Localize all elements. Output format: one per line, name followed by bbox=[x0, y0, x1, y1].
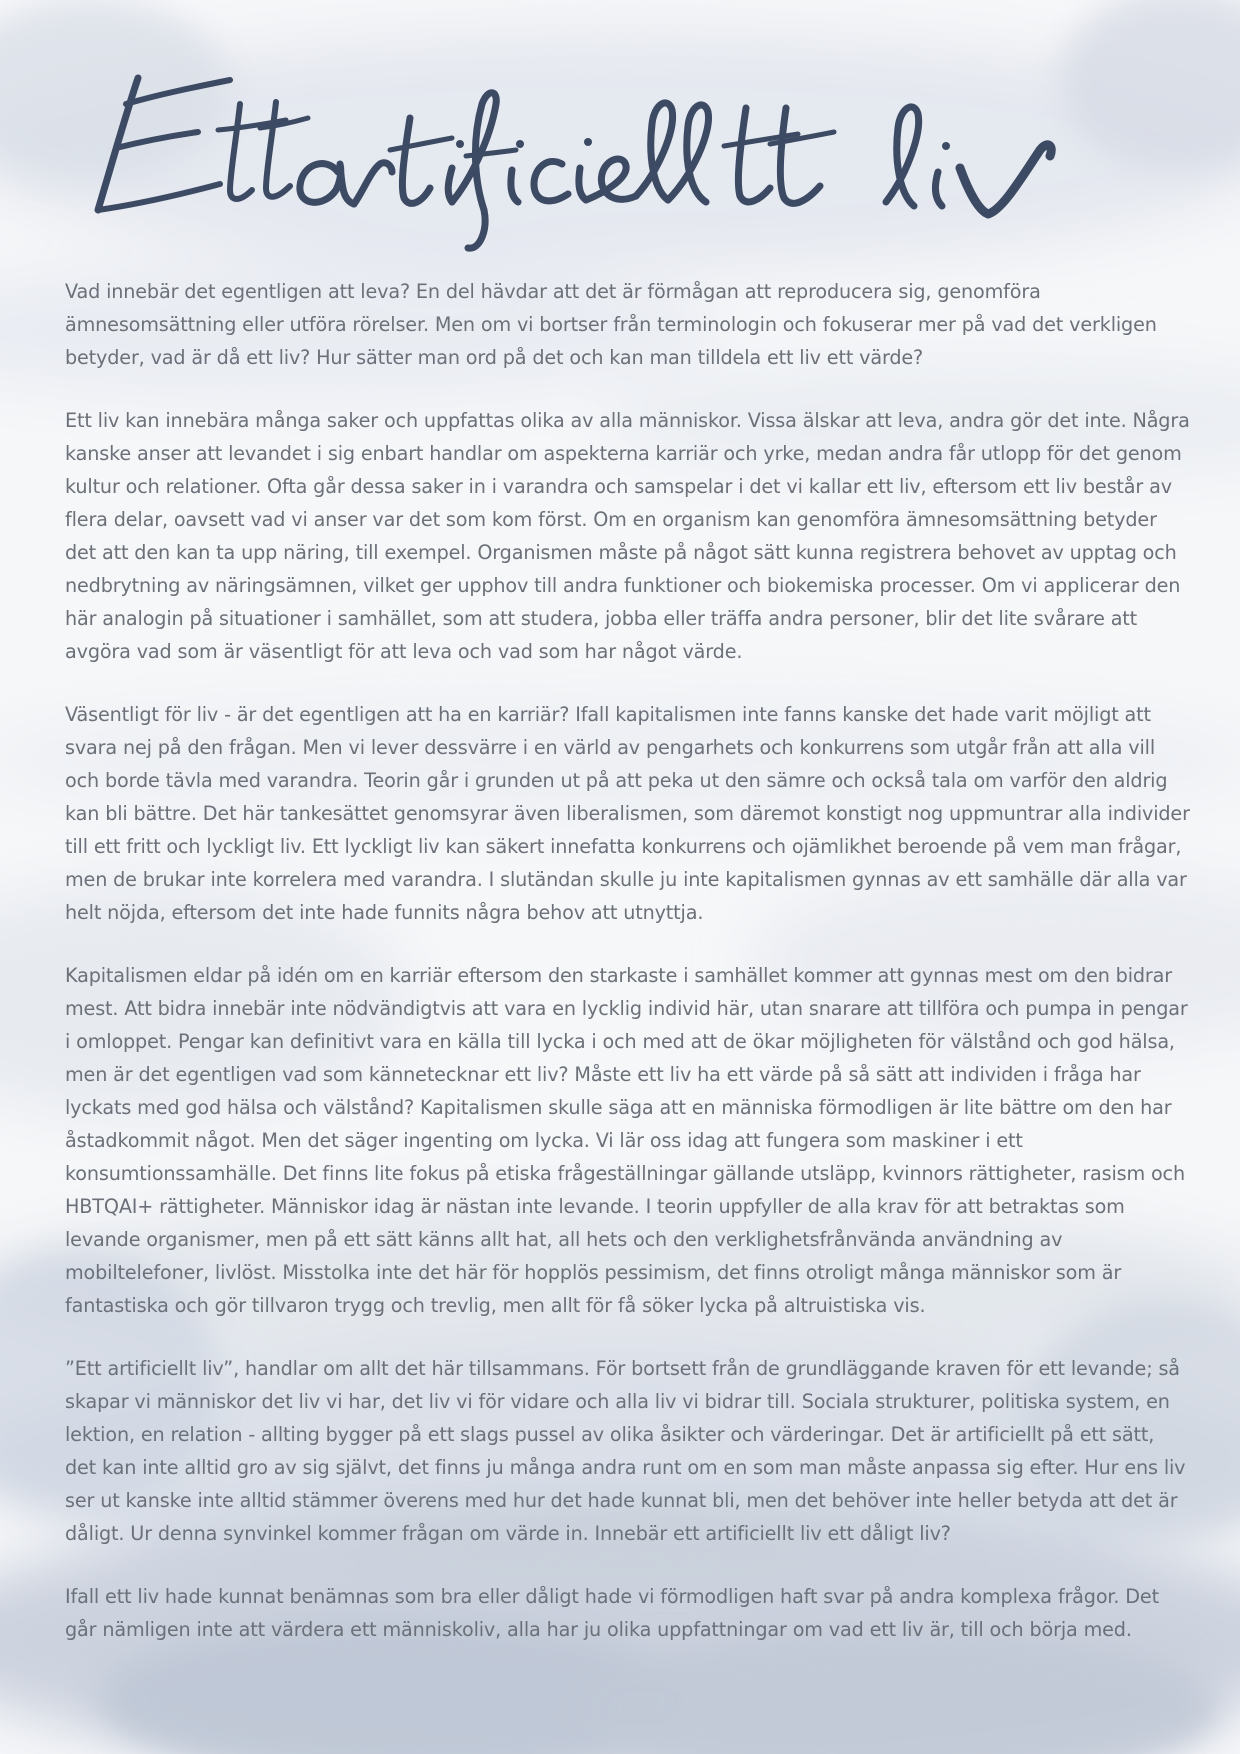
paragraph-2: Ett liv kan innebära många saker och uppfattas olika av alla människor. Vissa älskar att leva, andra gör det inte. Några kanske anser att levandet i sig enbart handlar om aspekterna karriär och yrke, medan andra får utlopp för det genom kultur och relationer. Ofta går dessa saker in i varandra och samspelar i det vi kallar ett liv, eftersom ett liv består av flera delar, oavsett vad vi anser var det som kom först. Om en organism kan genomföra ämnesomsättning betyder det att den kan ta upp näring, till exempel. Organismen måste på något sätt kunna registrera behovet av upptag och nedbrytning av näringsämnen, vilket ger upphov till andra funktioner och biokemiska processer. Om vi applicerar den här analogin på situationer i samhället, som att studera, jobba eller träffa andra personer, blir det lite svårare att avgöra vad som är väsentligt för att leva och vad som har något värde. bbox=[65, 409, 1190, 663]
handwritten-title bbox=[80, 60, 1100, 275]
paragraph-4: Kapitalismen eldar på idén om en karriär eftersom den starkaste i samhället kommer att gynnas mest om den bidrar mest. Att bidra innebär inte nödvändigtvis att vara en lycklig individ här, utan snarare att tillföra och pumpa in pengar i omloppet. Pengar kan definitivt vara en källa till lycka i och med att de ökar möjligheten för välstånd och god hälsa, men är det egentligen vad som kännetecknar ett liv? Måste ett liv ha ett värde på så sätt att individen i fråga har lyckats med god hälsa och välstånd? Kapitalismen skulle säga att en människa förmodligen är lite bättre om den har åstadkommit något. Men det säger ingenting om lycka. Vi lär oss idag att fungera som maskiner i ett konsumtionssamhälle. Det finns lite fokus på etiska frågeställningar gällande utsläpp, kvinnors rättigheter, rasism och HBTQAI+ rättigheter. Människor idag är nästan inte levande. I teorin uppfyller de alla krav för att betraktas som levande organismer, men på ett sätt känns allt hat, all hets och den verklighetsfrånvända användning av mobiltelefoner, livlöst. Misstolka inte det här för hopplös pessimism, det finns otroligt många människor som är fantastiska och gör tillvaron trygg och trevlig, men allt för få söker lycka på altruistiska vis. bbox=[65, 964, 1188, 1317]
article-body bbox=[65, 275, 1190, 1676]
paragraph-6: Ifall ett liv hade kunnat benämnas som bra eller dåligt hade vi förmodligen haft svar på andra komplexa frågor. Det går nämligen inte att värdera ett människoliv, alla har ju olika uppfattningar om vad ett liv är, till och börja med. bbox=[65, 1585, 1159, 1641]
paragraph-5: ”Ett artificiellt liv”, handlar om allt det här tillsammans. För bortsett från de grundläggande kraven för ett levande; så skapar vi människor det liv vi har, det liv vi för vidare och alla liv vi bidrar till. Sociala strukturer, politiska system, en lektion, en relation - allting bygger på ett slags pussel av olika åsikter och värderingar. Det är artificiellt på ett sätt, det kan inte alltid gro av sig självt, det finns ju många andra runt om en som man måste anpassa sig efter. Hur ens liv ser ut kanske inte alltid stämmer överens med hur det hade kunnat bli, men det behöver inte heller betyda att det är dåligt. Ur denna synvinkel kommer frågan om värde in. Innebär ett artificiellt liv ett dåligt liv? bbox=[65, 1357, 1186, 1545]
title-script bbox=[80, 60, 1100, 275]
paragraph-3: Väsentligt för liv - är det egentligen att ha en karriär? Ifall kapitalismen inte fanns kanske det hade varit möjligt att svara nej på den frågan. Men vi lever dessvärre i en värld av pengarhets och konkurrens som utgår från att alla vill och borde tävla med varandra. Teorin går i grunden ut på att peka ut den sämre och också tala om varför den aldrig kan bli bättre. Det här tankesättet genomsyrar även liberalismen, som däremot konstigt nog uppmuntrar alla individer till ett fritt och lyckligt liv. Ett lyckligt liv kan säkert innefatta konkurrens och ojämlikhet beroende på vem man frågar, men de brukar inte korrelera med varandra. I slutändan skulle ju inte kapitalismen gynnas av ett samhälle där alla var helt nöjda, eftersom det inte hade funnits några behov att utnyttja. bbox=[65, 703, 1190, 924]
paragraph-1: Vad innebär det egentligen att leva? En del hävdar att det är förmågan att reproducera sig, genomföra ämnesomsättning eller utföra rörelser. Men om vi bortser från terminologin och fokuserar mer på vad det verkligen betyder, vad är då ett liv? Hur sätter man ord på det och kan man tilldela ett liv ett värde? bbox=[65, 280, 1157, 369]
